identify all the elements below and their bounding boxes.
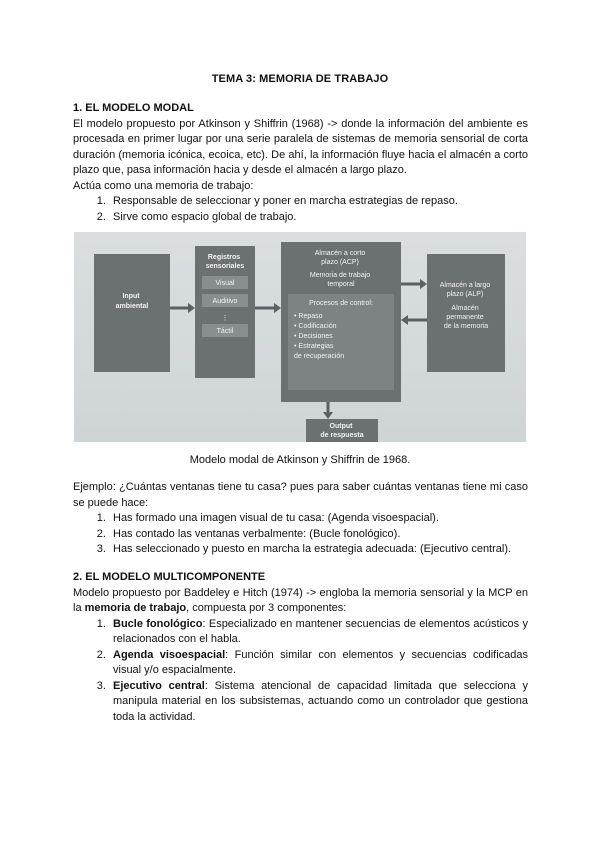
acp-title-2: plazo (ACP) [321, 259, 359, 266]
paragraph-bold: memoria de trabajo [84, 602, 187, 614]
alp-sub-3: de la memoria [443, 323, 489, 330]
numbered-list [73, 194, 528, 225]
alp-sub-1: Almacén [451, 305, 479, 312]
list-item [109, 679, 528, 726]
ellipsis-dots: ⋮ [221, 315, 229, 322]
tactile-label: Táctil [216, 328, 234, 335]
alp-title-1: Almacén a largo [439, 282, 491, 289]
numbered-list [73, 511, 528, 558]
paragraph-text: Modelo propuesto por Baddeley e Hitch (1974) -> engloba la memoria sensorial y la MCP en la [73, 586, 528, 614]
acp-title-1: Almacén a corto [314, 250, 366, 257]
arrowhead [188, 303, 195, 313]
control-processes-title: Procesos de control: [309, 300, 373, 307]
long-term-store-box [427, 254, 505, 372]
term: Ejecutivo central [113, 679, 205, 692]
control-item: • Decisiones [294, 333, 333, 340]
term: Agenda visoespacial [113, 648, 226, 661]
control-item: • Repaso [294, 313, 323, 320]
term-description: : Función similar con elementos y secuencias codificadas visual y/o espacialmente. [113, 648, 528, 676]
list-item: 3. Has seleccionado y puesto en marcha la estrategia adecuada: (Ejecutivo central). [109, 542, 528, 558]
section-modal-model [73, 101, 528, 225]
paragraph-text: , compuesta por 3 componentes: [186, 602, 347, 614]
example-block [73, 480, 528, 558]
input-label-1: Input [122, 293, 140, 300]
list-item: 2. Has contado las ventanas verbalmente: (Bucle fonológico). [109, 527, 528, 543]
control-item: • Codificación [294, 323, 337, 330]
input-box [94, 254, 170, 372]
visual-label: Visual [215, 280, 235, 287]
acp-sub-2: temporal [327, 281, 355, 288]
example-paragraph: Ejemplo: ¿Cuántas ventanas tiene tu casa? pues para saber cuántas ventanas tiene mi caso se puede hace: [73, 481, 528, 509]
list-item [109, 617, 528, 648]
control-item: de recuperación [294, 353, 345, 360]
arrowhead [420, 279, 427, 289]
term-description: : Especializado en mantener secuencias de elementos acústicos y relacionados con el habla. [113, 617, 528, 645]
numbered-list [73, 617, 528, 726]
sensory-title-1: Registros [207, 254, 241, 261]
control-processes-box [288, 294, 394, 390]
list-item: 2. Sirve como espacio global de trabajo. [109, 210, 528, 226]
term: Bucle fonológico [113, 617, 203, 630]
alp-sub-2: permanente [446, 314, 484, 321]
sensory-title-2: sensoriales [205, 263, 245, 270]
section-multicomponent-model [73, 570, 528, 725]
acp-sub-1: Memoria de trabajo [309, 272, 371, 279]
section-heading: 2. EL MODELO MULTICOMPONENTE [73, 571, 266, 583]
document-title: TEMA 3: MEMORIA DE TRABAJO [211, 73, 389, 85]
section-paragraph [73, 586, 528, 617]
term-description: : Sistema atencional de capacidad limitada que selecciona y manipula material en los subsistemas, actuando como un controlador que gestiona toda la actividad. [113, 679, 528, 723]
output-label-1: Output [329, 423, 353, 430]
arrowhead [323, 412, 333, 419]
section-lead: Actúa como una memoria de trabajo: [73, 179, 254, 192]
alp-title-2: plazo (ALP) [446, 291, 484, 298]
list-item [109, 648, 528, 679]
list-item: 1. Responsable de seleccionar y poner en marcha estrategias de repaso. [109, 194, 528, 210]
arrowhead [274, 303, 281, 313]
auditory-label: Auditivo [212, 298, 238, 305]
section-heading: 1. EL MODELO MODAL [73, 102, 194, 114]
output-label-2: de respuesta [320, 432, 364, 439]
input-label-2: ambiental [115, 303, 149, 310]
modal-model-diagram [74, 232, 526, 442]
figure-caption: Modelo modal de Atkinson y Shiffrin de 1968. [189, 454, 411, 466]
control-item: • Estrategias [294, 343, 334, 350]
section-paragraph: El modelo propuesto por Atkinson y Shiffrin (1968) -> donde la información del ambiente es procesada en primer lugar por una serie paralela de sistemas de memoria sensorial de corta duración (memoria icónica, ecoica, etc). De ahí, la información fluye hacia el almacén a corto plazo que, pasa información hacia y desde el almacén a largo plazo. [73, 117, 528, 176]
list-item: 1. Has formado una imagen visual de tu casa: (Agenda visoespacial). [109, 511, 528, 527]
arrowhead [401, 315, 408, 325]
